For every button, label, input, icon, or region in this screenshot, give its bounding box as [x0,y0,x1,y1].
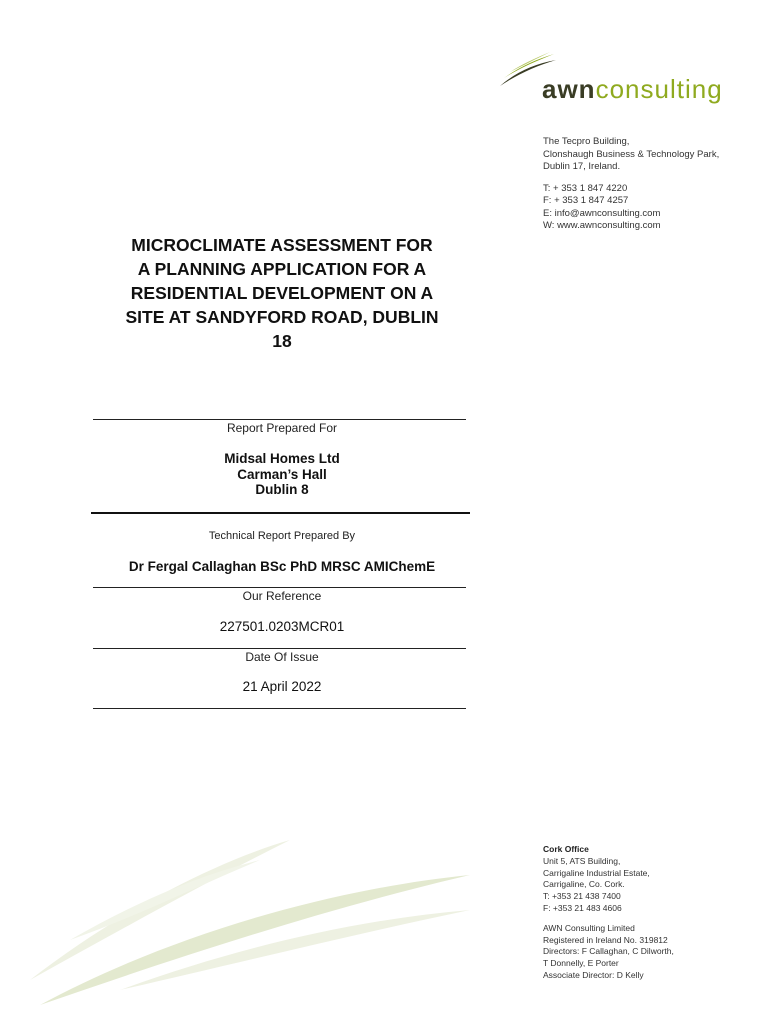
logo-wordmark: awnconsulting [542,74,723,104]
cork-address-line: Carrigaline, Co. Cork. [543,879,625,890]
title-line: RESIDENTIAL DEVELOPMENT ON A [130,283,434,303]
cork-address-line: Unit 5, ATS Building, [543,855,621,866]
head-office-address [543,136,719,233]
title-line: SITE AT SANDYFORD ROAD, DUBLIN [125,307,439,327]
contact-phone: T: + 353 1 847 4220 [543,182,628,194]
company-line: AWN Consulting Limited [543,922,635,933]
company-line: T Donnelly, E Porter [543,958,619,969]
issue-label: Date Of Issue [245,650,319,664]
client-address-line: Carman’s Hall [237,466,327,482]
divider [93,587,466,588]
reference-value: 227501.0203MCR01 [219,619,345,634]
client-name: Midsal Homes Ltd [224,451,340,466]
divider [93,708,466,709]
cork-address-line: Carrigaline Industrial Estate, [543,867,650,878]
title-line: 18 [272,331,292,351]
decorative-swoosh [0,820,480,1020]
issue-date: 21 April 2022 [242,679,322,694]
contact-email: E: info@awnconsulting.com [543,207,661,219]
contact-fax: F: + 353 1 847 4257 [543,195,629,206]
client-block [88,451,476,498]
company-line: Registered in Ireland No. 319812 [543,934,668,945]
company-logo [498,50,723,112]
divider [93,419,466,420]
divider-thick [91,512,470,514]
client-address-line: Dublin 8 [255,482,309,497]
address-line: The Tecpro Building, [543,136,630,147]
contact-website: W: www.awnconsulting.com [543,220,661,231]
cork-office-block [543,844,674,982]
cork-phone: T: +353 21 438 7400 [543,891,621,902]
address-line: Clonshaugh Business & Technology Park, [543,148,720,160]
author-name: Dr Fergal Callaghan BSc PhD MRSC AMIChemE [128,559,436,574]
prepared-for-label: Report Prepared For [226,421,338,435]
cork-office-heading: Cork Office [543,844,589,854]
report-title [88,233,476,353]
company-line: Directors: F Callaghan, C Dilworth, [543,946,674,957]
reference-label: Our Reference [242,589,322,603]
company-line: Associate Director: D Kelly [543,969,644,980]
address-line: Dublin 17, Ireland. [543,161,621,172]
title-line: MICROCLIMATE ASSESSMENT FOR [131,235,433,255]
prepared-by-label: Technical Report Prepared By [208,530,356,542]
title-line: A PLANNING APPLICATION FOR A [137,259,427,279]
divider [93,648,466,649]
cork-fax: F: +353 21 483 4606 [543,902,622,913]
